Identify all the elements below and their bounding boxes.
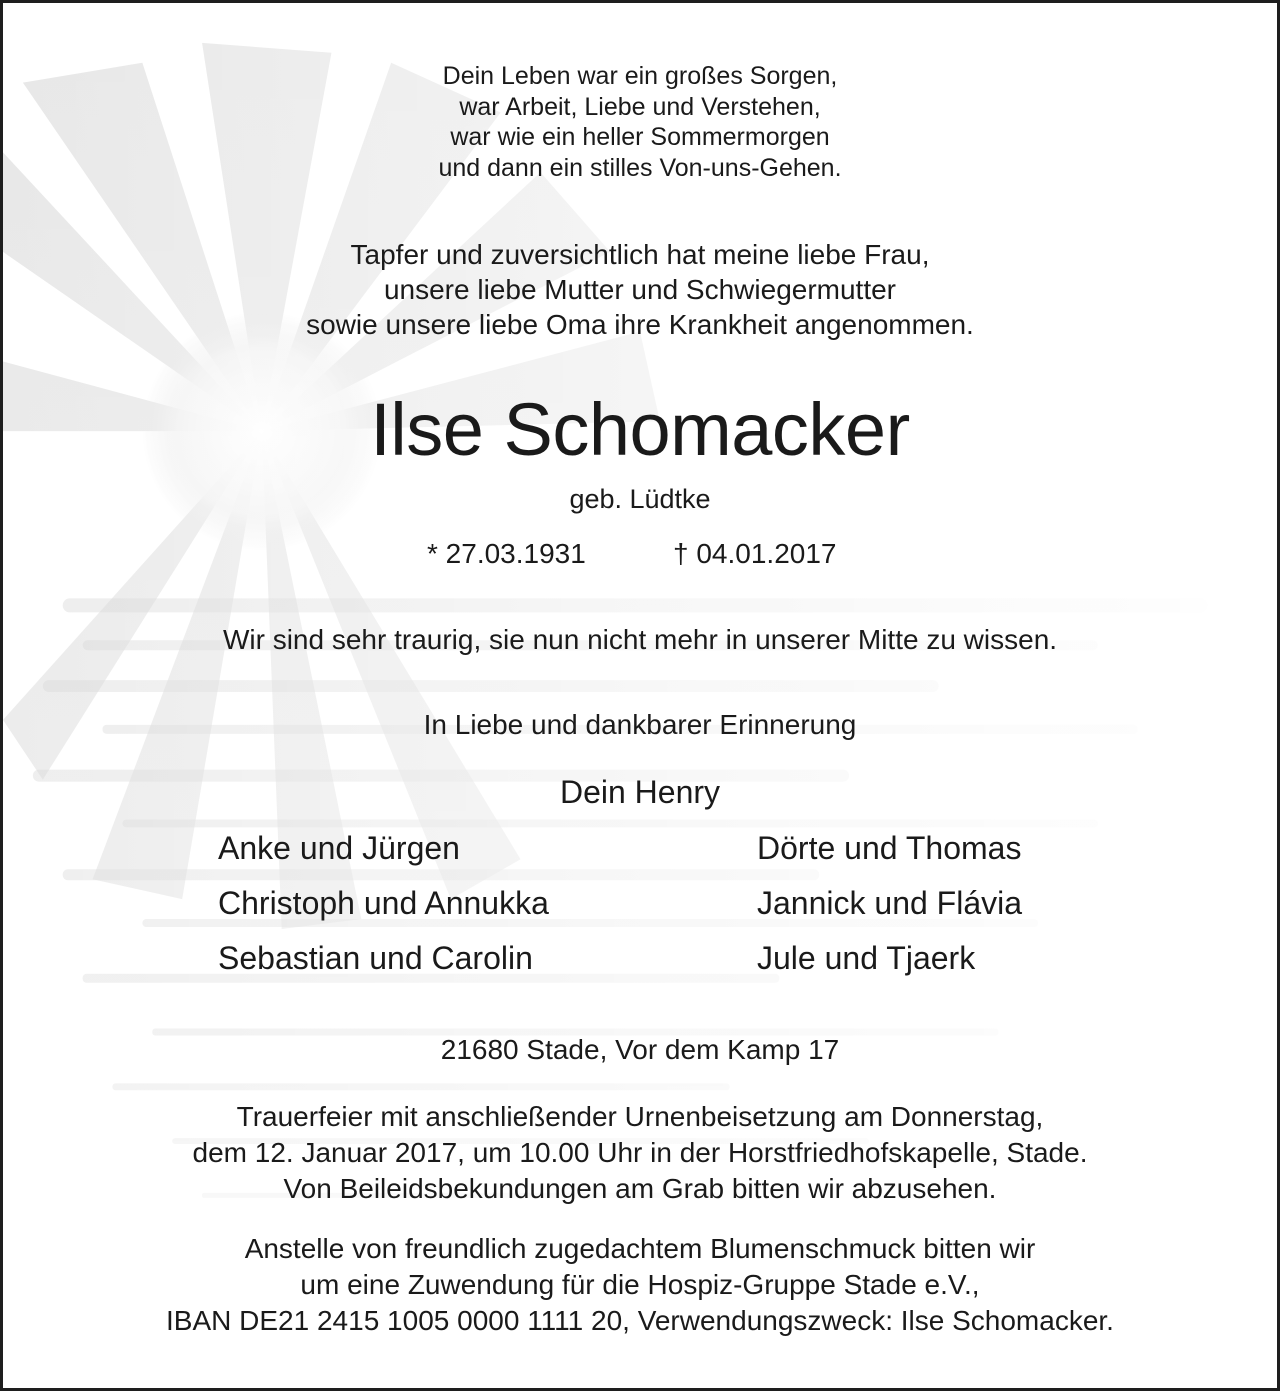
family-member: Jule und Tjaerk [757,940,976,976]
family-member: Jannick und Flávia [757,885,1023,921]
ceremony-line: dem 12. Januar 2017, um 10.00 Uhr in der Horstfriedhofskapelle, Stade. [192,1137,1088,1168]
poem-line: war Arbeit, Liebe und Verstehen, [459,92,821,121]
ceremony-info [3,1099,1277,1207]
ceremony-line: Trauerfeier mit anschließender Urnenbeisetzung am Donnerstag, [236,1101,1044,1132]
poem-line: und dann ein stilles Von-uns-Gehen. [438,153,842,182]
family-member: Dörte und Thomas [757,830,1022,866]
birth-date: * 27.03.1931 [427,538,586,569]
deceased-name: Ilse Schomacker [370,388,910,471]
family-member: Christoph und Annukka [218,885,549,921]
poem [3,61,1277,183]
poem-line: Dein Leben war ein großes Sorgen, [442,62,838,90]
poem-line: war wie ein heller Sommermorgen [450,123,830,151]
address: 21680 Stade, Vor dem Kamp 17 [440,1034,840,1065]
family-list-right [757,821,1022,986]
donation-line: um eine Zuwendung für die Hospiz-Gruppe Stade e.V., [300,1269,980,1300]
donation-line: Anstelle von freundlich zugedachtem Blumenschmuck bitten wir [244,1233,1036,1264]
spouse-name: Dein Henry [559,774,721,810]
intro-line: unsere liebe Mutter und Schwiegermutter [383,274,897,305]
intro-line: sowie unsere liebe Oma ihre Krankheit angenommen. [306,309,974,340]
birth-name: geb. Lüdtke [569,484,711,514]
intro-line: Tapfer und zuversichtlich hat meine liebe Frau, [350,239,930,270]
ceremony-line: Von Beileidsbekundungen am Grab bitten wir abzusehen. [283,1173,997,1204]
memory-line: In Liebe und dankbarer Erinnerung [423,709,857,740]
intro-text [3,237,1277,342]
donation-line: IBAN DE21 2415 1005 0000 1111 20, Verwendungszweck: Ilse Schomacker. [166,1305,1114,1336]
notice-text [3,3,1277,1388]
donation-info [3,1231,1277,1339]
family-member: Sebastian und Carolin [218,940,533,976]
death-date: † 04.01.2017 [673,538,837,569]
family-member: Anke und Jürgen [218,830,460,866]
mourning-quote: Wir sind sehr traurig, sie nun nicht mehr in unserer Mitte zu wissen. [222,624,1058,655]
family-list-left [218,821,549,986]
